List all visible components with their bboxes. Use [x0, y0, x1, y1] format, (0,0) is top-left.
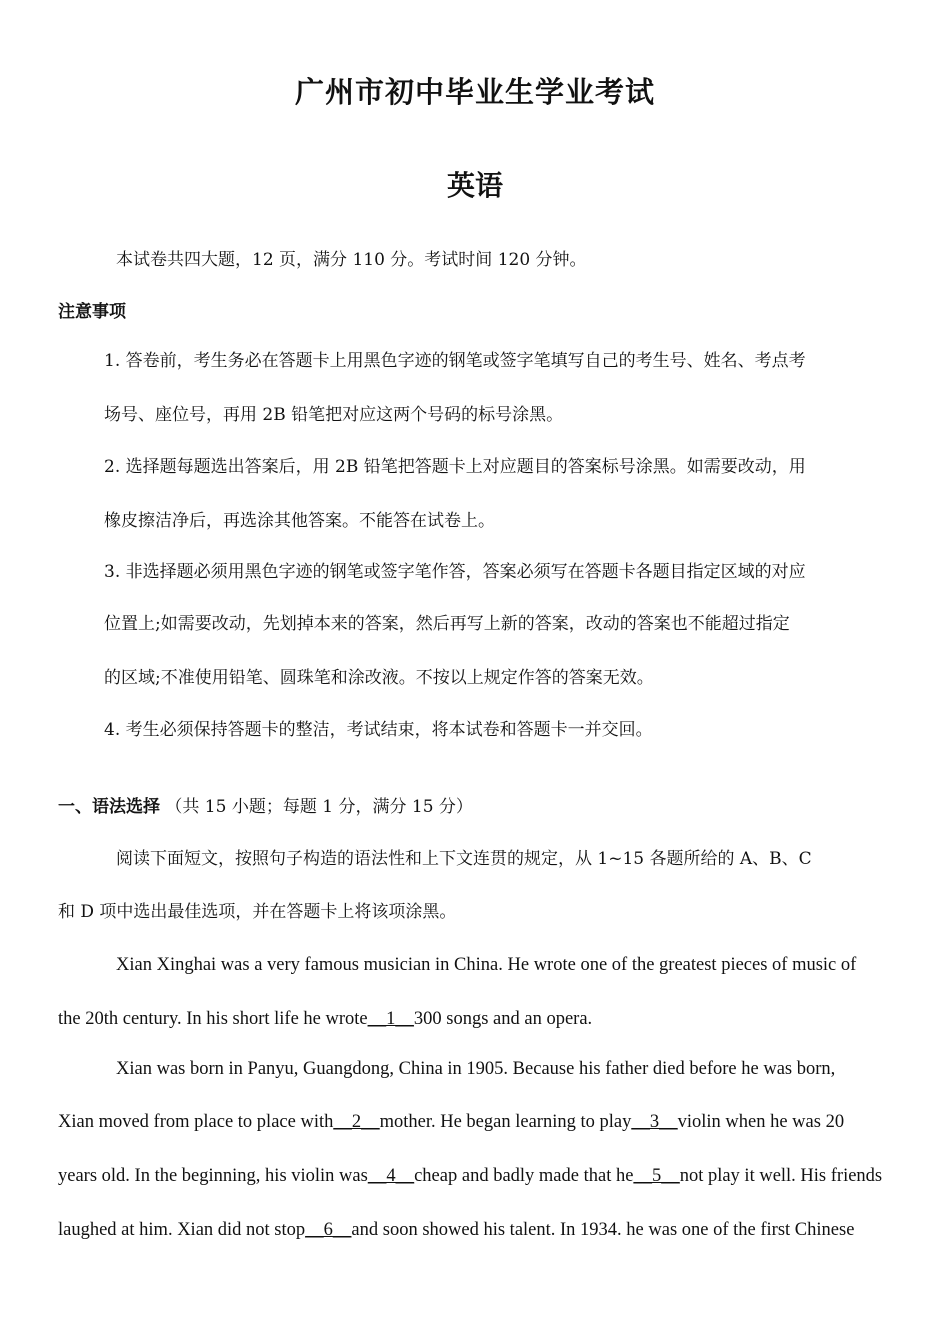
notice-item-3-line-2: 位置上;如需要改动，先划掉本来的答案，然后再写上新的答案，改动的答案也不能超过指定: [104, 614, 790, 634]
passage-p2-line-1: Xian was born in Panyu, Guangdong, China in 1905. Because his father died before he was born,: [116, 1059, 836, 1079]
passage-text: mother. He began learning to play: [379, 1112, 632, 1132]
blank-6: __6__: [305, 1220, 352, 1240]
blank-5: __5__: [633, 1166, 680, 1186]
notice-item-4-line-1: 4. 考生必须保持答题卡的整洁，考试结束，将本试卷和答题卡一并交回。: [104, 720, 653, 740]
notice-item-1-line-1: 1. 答卷前，考生务必在答题卡上用黑色字迹的钢笔或签字笔填写自己的考生号、姓名、考点考: [104, 351, 806, 371]
section-1-instruction-line-1: 阅读下面短文，按照句子构造的语法性和上下文连贯的规定，从 1~15 各题所给的 A、B、C: [116, 849, 812, 869]
passage-text: years old. In the beginning, his violin was: [58, 1166, 368, 1186]
passage-text: cheap and badly made that he: [414, 1166, 634, 1186]
notice-item-1-line-2: 场号、座位号，再用 2B 铅笔把对应这两个号码的标号涂黑。: [104, 405, 564, 425]
passage-text: Xian moved from place to place with: [58, 1112, 334, 1132]
section-1-note: （共 15 小题；每题 1 分，满分 15 分）: [165, 797, 473, 817]
exam-intro: 本试卷共四大题，12 页，满分 110 分。考试时间 120 分钟。: [116, 250, 587, 270]
passage-text: violin when he was 20: [677, 1112, 845, 1132]
passage-text: not play it well. His friends: [679, 1166, 883, 1186]
passage-p2-line-2: [58, 1110, 894, 1134]
section-1-heading: 一、语法选择: [58, 797, 160, 817]
notice-item-3-line-3: 的区域;不准使用铅笔、圆珠笔和涂改液。不按以上规定作答的答案无效。: [104, 668, 654, 688]
passage-p1-line-1: Xian Xinghai was a very famous musician in China. He wrote one of the greatest pieces of music of: [116, 955, 857, 975]
notice-item-3-line-1: 3. 非选择题必须用黑色字迹的钢笔或签字笔作答，答案必须写在答题卡各题目指定区域的对应: [104, 562, 806, 582]
notice-heading: 注意事项: [58, 302, 126, 322]
notice-item-2-line-1: 2. 选择题每题选出答案后，用 2B 铅笔把答题卡上对应题目的答案标号涂黑。如需要改动，用: [104, 457, 806, 477]
passage-p2-line-3: [58, 1164, 894, 1188]
notice-item-2-line-2: 橡皮擦洁净后，再选涂其他答案。不能答在试卷上。: [104, 511, 495, 531]
blank-3: __3__: [631, 1112, 678, 1132]
passage-text: 300 songs and an opera.: [413, 1009, 593, 1029]
blank-1: __1__: [367, 1009, 414, 1029]
section-1-instruction-line-2: 和 D 项中选出最佳选项，并在答题卡上将该项涂黑。: [58, 902, 457, 922]
blank-2: __2__: [333, 1112, 380, 1132]
passage-text: and soon showed his talent. In 1934. he was one of the first Chinese: [351, 1220, 855, 1240]
passage-text: the 20th century. In his short life he wrote: [58, 1009, 368, 1029]
exam-title: 广州市初中毕业生学业考试: [294, 75, 655, 109]
passage-p1-line-2: [58, 1007, 894, 1031]
passage-p2-line-4: [58, 1218, 894, 1242]
blank-4: __4__: [367, 1166, 415, 1186]
subject-title: 英语: [446, 169, 503, 202]
section-1-header: [58, 795, 894, 819]
passage-text: laughed at him. Xian did not stop: [58, 1220, 306, 1240]
